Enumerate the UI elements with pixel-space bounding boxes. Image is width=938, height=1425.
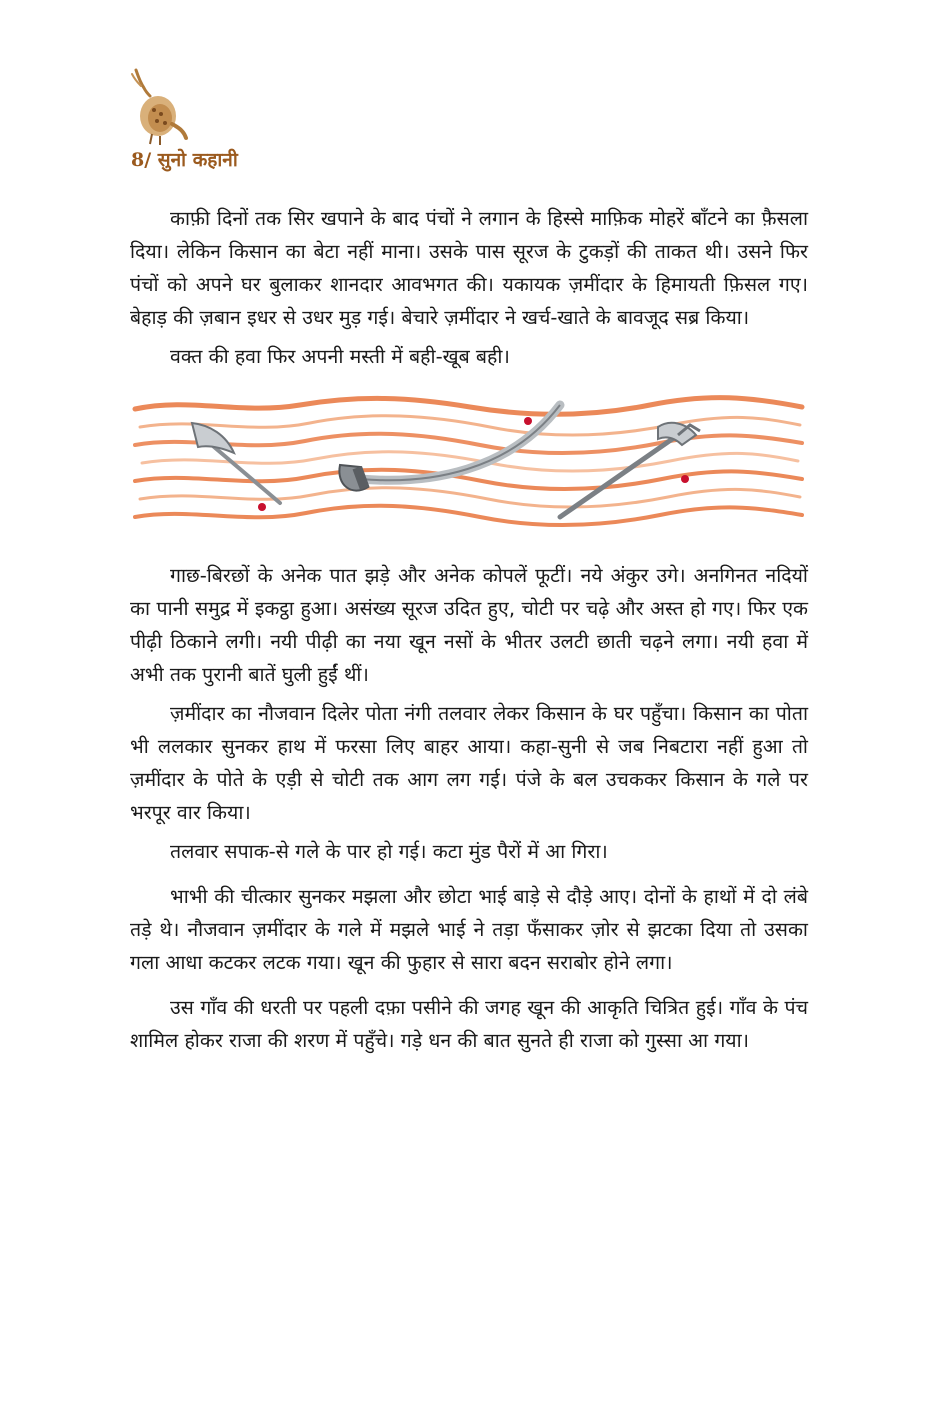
paragraph: तलवार सपाक-से गले के पार हो गई। कटा मुंड पैरों में आ गिरा। [170, 840, 608, 863]
paragraph: गाछ-बिरछों के अनेक पात झड़े और अनेक कोपलें फूटीं। नये अंकुर उगे। अनगिनत नदियों का पानी समुद्र में इकट्ठा हुआ। असंख्य सूरज उदित हुए, चोटी पर चढ़े और अस्त हो गए। फिर एक पीढ़ी ठिकाने लगी। नयी पीढ़ी का नया खून नसों के भीतर उलटी छाती चढ़ने लगा। नयी हवा में अभी तक पुरानी बातें घुली हुईं थीं। [130, 564, 808, 686]
paragraph: वक्त की हवा फिर अपनी मस्ती में बही-खूब बही। [170, 345, 510, 368]
paragraph: ज़मींदार का नौजवान दिलेर पोता नंगी तलवार लेकर किसान के घर पहुँचा। किसान का पोता भी ललकार सुनकर हाथ में फरसा लिए बाहर आया। कहा-सुनी से जब निबटारा नहीं हुआ तो ज़मींदार के पोते के एड़ी से चोटी तक आग लग गई। पंजे के बल उचककर किसान के गले पर भरपूर वार किया। [130, 702, 808, 824]
page-header [128, 66, 328, 176]
bird-icon [128, 66, 190, 146]
paragraph: उस गाँव की धरती पर पहली दफ़ा पसीने की जगह खून की आकृति चित्रित हुई। गाँव के पंच शामिल होकर राजा की शरण में पहुँचे। गड़े धन की बात सुनते ही राजा को गुस्सा आ गया। [130, 996, 808, 1052]
weapons-illustration [130, 395, 808, 535]
page-body [130, 202, 808, 1057]
weapons-icon [130, 395, 808, 535]
page-number-title: 8/ सुनो कहानी [131, 149, 238, 171]
paragraph: भाभी की चीत्कार सुनकर मझला और छोटा भाई बाड़े से दौड़े आए। दोनों के हाथों में दो लंबे तड़े थे। नौजवान ज़मींदार के गले में मझले भाई ने तड़ा फँसाकर ज़ोर से झटका दिया तो उसका गला आधा कटकर लटक गया। खून की फुहार से सारा बदन सराबोर होने लगा। [130, 885, 808, 974]
paragraph: काफ़ी दिनों तक सिर खपाने के बाद पंचों ने लगान के हिस्से माफ़िक मोहरें बाँटने का फ़ैसला दिया। लेकिन किसान का बेटा नहीं माना। उसके पास सूरज के टुकड़ों की ताकत थी। उसने फिर पंचों को अपने घर बुलाकर शानदार आवभगत की। यकायक ज़मींदार के हिमायती फ़िसल गए। बेहाड़ की ज़बान इधर से उधर मुड़ गई। बेचारे ज़मींदार ने खर्च-खाते के बावजूद सब्र किया। [130, 207, 808, 329]
